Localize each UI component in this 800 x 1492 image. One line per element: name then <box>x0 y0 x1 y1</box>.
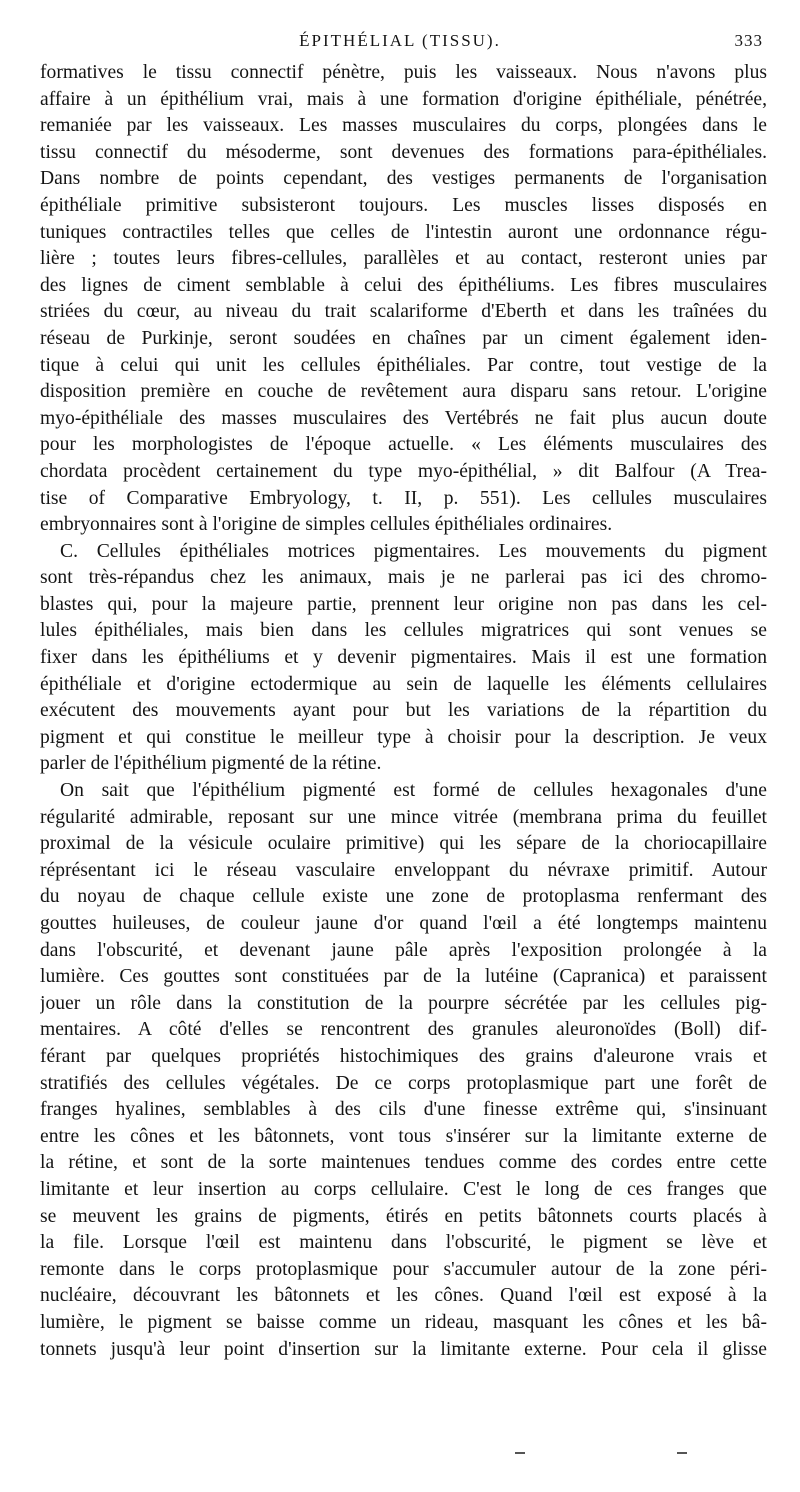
text-line: sont très-répandus chez les animaux, mais je ne parlerai pas ici des chromo- <box>40 567 767 589</box>
text-line: se meuvent les grains de pigments, étirés en petits bâtonnets courts placés à <box>40 1205 767 1227</box>
text-line: fixer dans les épithéliums et y devenir pigmentaires. Mais il est une formation <box>40 647 767 669</box>
text-line: férant par quelques propriétés histochimiques des grains d'aleurone vrais et <box>40 1045 767 1067</box>
text-line: lules épithéliales, mais bien dans les cellules migratrices qui sont venues se <box>40 620 767 642</box>
text-line: gouttes huileuses, de couleur jaune d'or quand l'œil a été longtemps maintenu <box>40 913 767 934</box>
text-line: épithéliale et d'origine ectodermique au sein de laquelle les éléments cellulaires <box>40 673 767 695</box>
text-line: proximal de la vésicule oculaire primitive) qui les sépare de la choriocapillaire <box>40 833 767 855</box>
text-line: affaire à un épithélium vrai, mais à une formation d'origine épithéliale, pénétrée, <box>40 88 767 110</box>
text-line: du noyau de chaque cellule existe une zone de protoplasma renfermant des <box>40 886 767 908</box>
text-line: parler de l'épithélium pigmenté de la rétine. <box>40 753 382 775</box>
print-mark <box>515 1452 525 1454</box>
text-line: lumière, le pigment se baisse comme un rideau, masquant les cônes et les bâ- <box>40 1311 767 1333</box>
text-line: Dans nombre de points cependant, des vestiges permanents de l'organisation <box>40 168 767 190</box>
text-line: réseau de Purkinje, seront soudées en chaînes par un ciment également iden- <box>40 327 767 349</box>
text-line: stratifiés des cellules végétales. De ce corps protoplasmique part une forêt de <box>40 1072 767 1094</box>
text-line: pigment et qui constitue le meilleur type à choisir pour la description. Je veux <box>40 726 767 748</box>
text-line: tuniques contractiles telles que celles de l'intestin auront une ordonnance régu- <box>40 221 767 243</box>
text-line: disposition première en couche de revêtement aura disparu sans retour. L'origine <box>40 381 767 403</box>
text-line: tissu connectif du mésoderme, sont devenues des formations para-épithéliales. <box>40 141 767 163</box>
text-line: myo-épithéliale des masses musculaires des Vertébrés ne fait plus aucun doute <box>40 407 767 429</box>
text-line: exécutent des mouvements ayant pour but les variations de la répartition du <box>40 700 767 722</box>
text-line: remonte dans le corps protoplasmique pour s'accumuler autour de la zone péri- <box>40 1258 767 1280</box>
text-line: lumière. Ces gouttes sont constituées par de la lutéine (Capranica) et paraissent <box>40 966 767 988</box>
text-line: chordata procèdent certainement du type myo-épithélial, » dit Balfour (A Trea- <box>40 460 767 482</box>
text-line: C. Cellules épithéliales motrices pigmentaires. Les mouvements du pigment <box>60 540 767 562</box>
text-line: limitante et leur insertion au corps cellulaire. C'est le long de ces franges que <box>40 1178 767 1200</box>
text-line: lière ; toutes leurs fibres-cellules, parallèles et au contact, resteront unies par <box>40 248 767 270</box>
body-text <box>40 60 767 1363</box>
text-line: des lignes de ciment semblable à celui des épithéliums. Les fibres musculaires <box>40 274 767 296</box>
text-line: jouer un rôle dans la constitution de la pourpre sécrétée par les cellules pig- <box>40 992 767 1014</box>
text-line: franges hyalines, semblables à des cils d'une finesse extrême qui, s'insinuant <box>40 1099 767 1121</box>
print-mark <box>677 1452 687 1454</box>
text-line: formatives le tissu connectif pénètre, puis les vaisseaux. Nous n'avons plus <box>40 62 767 83</box>
text-line: On sait que l'épithélium pigmenté est formé de cellules hexagonales d'une <box>60 780 767 802</box>
text-line: régularité admirable, reposant sur une mince vitrée (membrana prima du feuillet <box>40 806 767 828</box>
text-line: embryonnaires sont à l'origine de simples cellules épithéliales ordinaires. <box>40 514 613 536</box>
text-line: réprésentant ici le réseau vasculaire enveloppant du névraxe primitif. Autour <box>40 859 767 881</box>
text-line: tonnets jusqu'à leur point d'insertion sur la limitante externe. Pour cela il glisse <box>40 1338 767 1360</box>
text-line: la file. Lorsque l'œil est maintenu dans l'obscurité, le pigment se lève et <box>40 1232 767 1254</box>
text-line: nucléaire, découvrant les bâtonnets et les cônes. Quand l'œil est exposé à la <box>40 1285 767 1307</box>
page-number: 333 <box>734 31 763 50</box>
text-line: blastes qui, pour la majeure partie, prennent leur origine non pas dans les cel- <box>40 593 767 615</box>
text-line: tise of Comparative Embryology, t. II, p. 551). Les cellules musculaires <box>40 487 767 509</box>
text-line: entre les cônes et les bâtonnets, vont tous s'insérer sur la limitante externe de <box>40 1125 767 1147</box>
text-line: striées du cœur, au niveau du trait scalariforme d'Eberth et dans les traînées du <box>40 301 767 323</box>
running-title: ÉPITHÉLIAL (TISSU). <box>299 31 501 50</box>
text-line: pour les morphologistes de l'époque actuelle. « Les éléments musculaires des <box>40 434 767 456</box>
text-line: mentaires. A côté d'elles se rencontrent des granules aleuronoïdes (Boll) dif- <box>40 1019 767 1041</box>
text-line: remaniée par les vaisseaux. Les masses musculaires du corps, plongées dans le <box>40 115 767 137</box>
text-line: dans l'obscurité, et devenant jaune pâle après l'exposition prolongée à la <box>40 939 767 961</box>
text-line: la rétine, et sont de la sorte maintenues tendues comme des cordes entre cette <box>40 1152 767 1174</box>
text-line: épithéliale primitive subsisteront toujours. Les muscles lisses disposés en <box>40 194 767 216</box>
text-line: tique à celui qui unit les cellules épithéliales. Par contre, tout vestige de la <box>40 354 767 376</box>
